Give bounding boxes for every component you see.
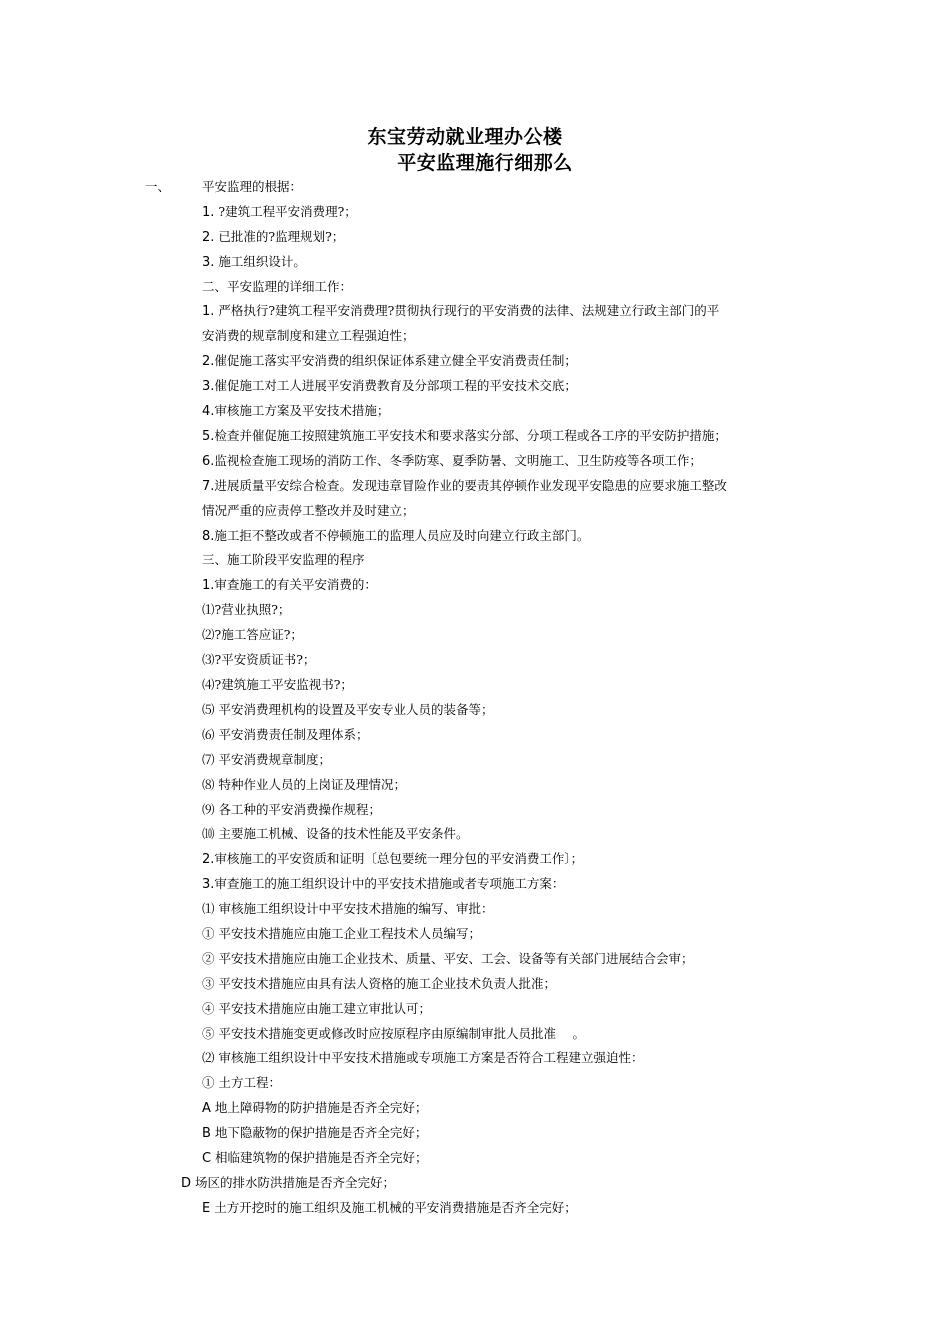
list-item: 5.检查并催促施工按照建筑施工平安技术和要求落实分部、分项工程或各工序的平安防护措施； bbox=[202, 428, 727, 444]
list-item: ⑼ 各工种的平安消费操作规程； bbox=[202, 802, 381, 817]
list-item: 3.审查施工的施工组织设计中的平安技术措施或者专项施工方案： bbox=[202, 876, 565, 892]
list-item: C 相临建筑物的保护措施是否齐全完好； bbox=[202, 1150, 428, 1166]
list-item: A 地上障碍物的防护措施是否齐全完好； bbox=[202, 1100, 428, 1116]
document-title-line-2: 平安监理施行细那么 bbox=[397, 152, 573, 174]
section-1-heading: 平安监理的根据： bbox=[202, 179, 303, 194]
list-item: ⑶?平安资质证书?； bbox=[202, 652, 316, 667]
list-item: ① 土方工程： bbox=[202, 1075, 281, 1090]
document-title-line-1: 东宝劳动就业理办公楼 bbox=[367, 126, 563, 148]
list-item: ① 平安技术措施应由施工企业工程技术人员编写； bbox=[202, 926, 481, 941]
list-item: ② 平安技术措施应由施工企业技术、质量、平安、工会、设备等有关部门进展结合会审； bbox=[202, 951, 694, 966]
list-item: 1. ?建筑工程平安消费理?； bbox=[202, 204, 357, 220]
list-item: 6.监视检查施工现场的消防工作、冬季防寒、夏季防暑、文明施工、卫生防疫等各项工作； bbox=[202, 453, 702, 469]
list-item: 8.施工拒不整改或者不停顿施工的监理人员应及时向建立行政主部门。 bbox=[202, 528, 590, 544]
list-item: 1.审查施工的有关平安消费的： bbox=[202, 577, 377, 593]
list-item: ⑵?施工答应证?； bbox=[202, 627, 303, 642]
list-item: ⑷?建筑施工平安监视书?； bbox=[202, 677, 353, 692]
section-1-marker: 一、 bbox=[145, 179, 171, 194]
list-item: ⑤ 平安技术措施变更或修改时应按原程序由原编制审批人员批准 。 bbox=[202, 1026, 585, 1041]
list-item: E 土方开挖时的施工组织及施工机械的平安消费措施是否齐全完好； bbox=[202, 1200, 577, 1216]
list-item: 2. 已批准的?监理规划?； bbox=[202, 229, 345, 245]
list-item: 3.催促施工对工人进展平安消费教育及分部项工程的平安技术交底； bbox=[202, 378, 577, 394]
list-item: 7.进展质量平安综合检查。发现违章冒险作业的要责其停顿作业发现平安隐患的应要求施工整改 bbox=[202, 478, 727, 494]
list-item: B 地下隐蔽物的保护措施是否齐全完好； bbox=[202, 1125, 428, 1141]
list-item: ⑴ 审核施工组织设计中平安技术措施的编写、审批： bbox=[202, 901, 494, 916]
list-item: 情况严重的应责停工整改并及时建立； bbox=[202, 503, 415, 518]
list-item: 4.审核施工方案及平安技术措施； bbox=[202, 403, 390, 419]
list-item: 1. 严格执行?建筑工程平安消费理?贯彻执行现行的平安消费的法律、法规建立行政主部门的平 bbox=[202, 303, 720, 319]
list-item: ⑺ 平安消费规章制度； bbox=[202, 752, 331, 767]
list-item: ⑵ 审核施工组织设计中平安技术措施或专项施工方案是否符合工程建立强迫性： bbox=[202, 1050, 644, 1065]
list-item: D 场区的排水防洪措施是否齐全完好； bbox=[181, 1175, 395, 1191]
list-item: ⑹ 平安消费责任制及理体系； bbox=[202, 727, 369, 742]
list-item: ③ 平安技术措施应由具有法人资格的施工企业技术负责人批准； bbox=[202, 976, 556, 991]
list-item: 3. 施工组织设计。 bbox=[202, 254, 306, 270]
list-item: ⑴?营业执照?； bbox=[202, 602, 291, 617]
list-item: 2.审核施工的平安资质和证明〔总包要统一理分包的平安消费工作〕； bbox=[202, 851, 584, 867]
list-item: ⑸ 平安消费理机构的设置及平安专业人员的装备等； bbox=[202, 702, 494, 717]
list-item: ④ 平安技术措施应由施工建立审批认可； bbox=[202, 1001, 431, 1016]
list-item: ⑻ 特种作业人员的上岗证及理情况； bbox=[202, 777, 406, 792]
list-item: 2.催促施工落实平安消费的组织保证体系建立健全平安消费责任制； bbox=[202, 353, 577, 369]
list-item: ⑽ 主要施工机械、设备的技术性能及平安条件。 bbox=[202, 826, 469, 841]
list-item: 安消费的规章制度和建立工程强迫性； bbox=[202, 328, 415, 343]
section-2-heading: 二、平安监理的详细工作： bbox=[202, 279, 353, 294]
section-3-heading: 三、施工阶段平安监理的程序 bbox=[202, 552, 365, 567]
